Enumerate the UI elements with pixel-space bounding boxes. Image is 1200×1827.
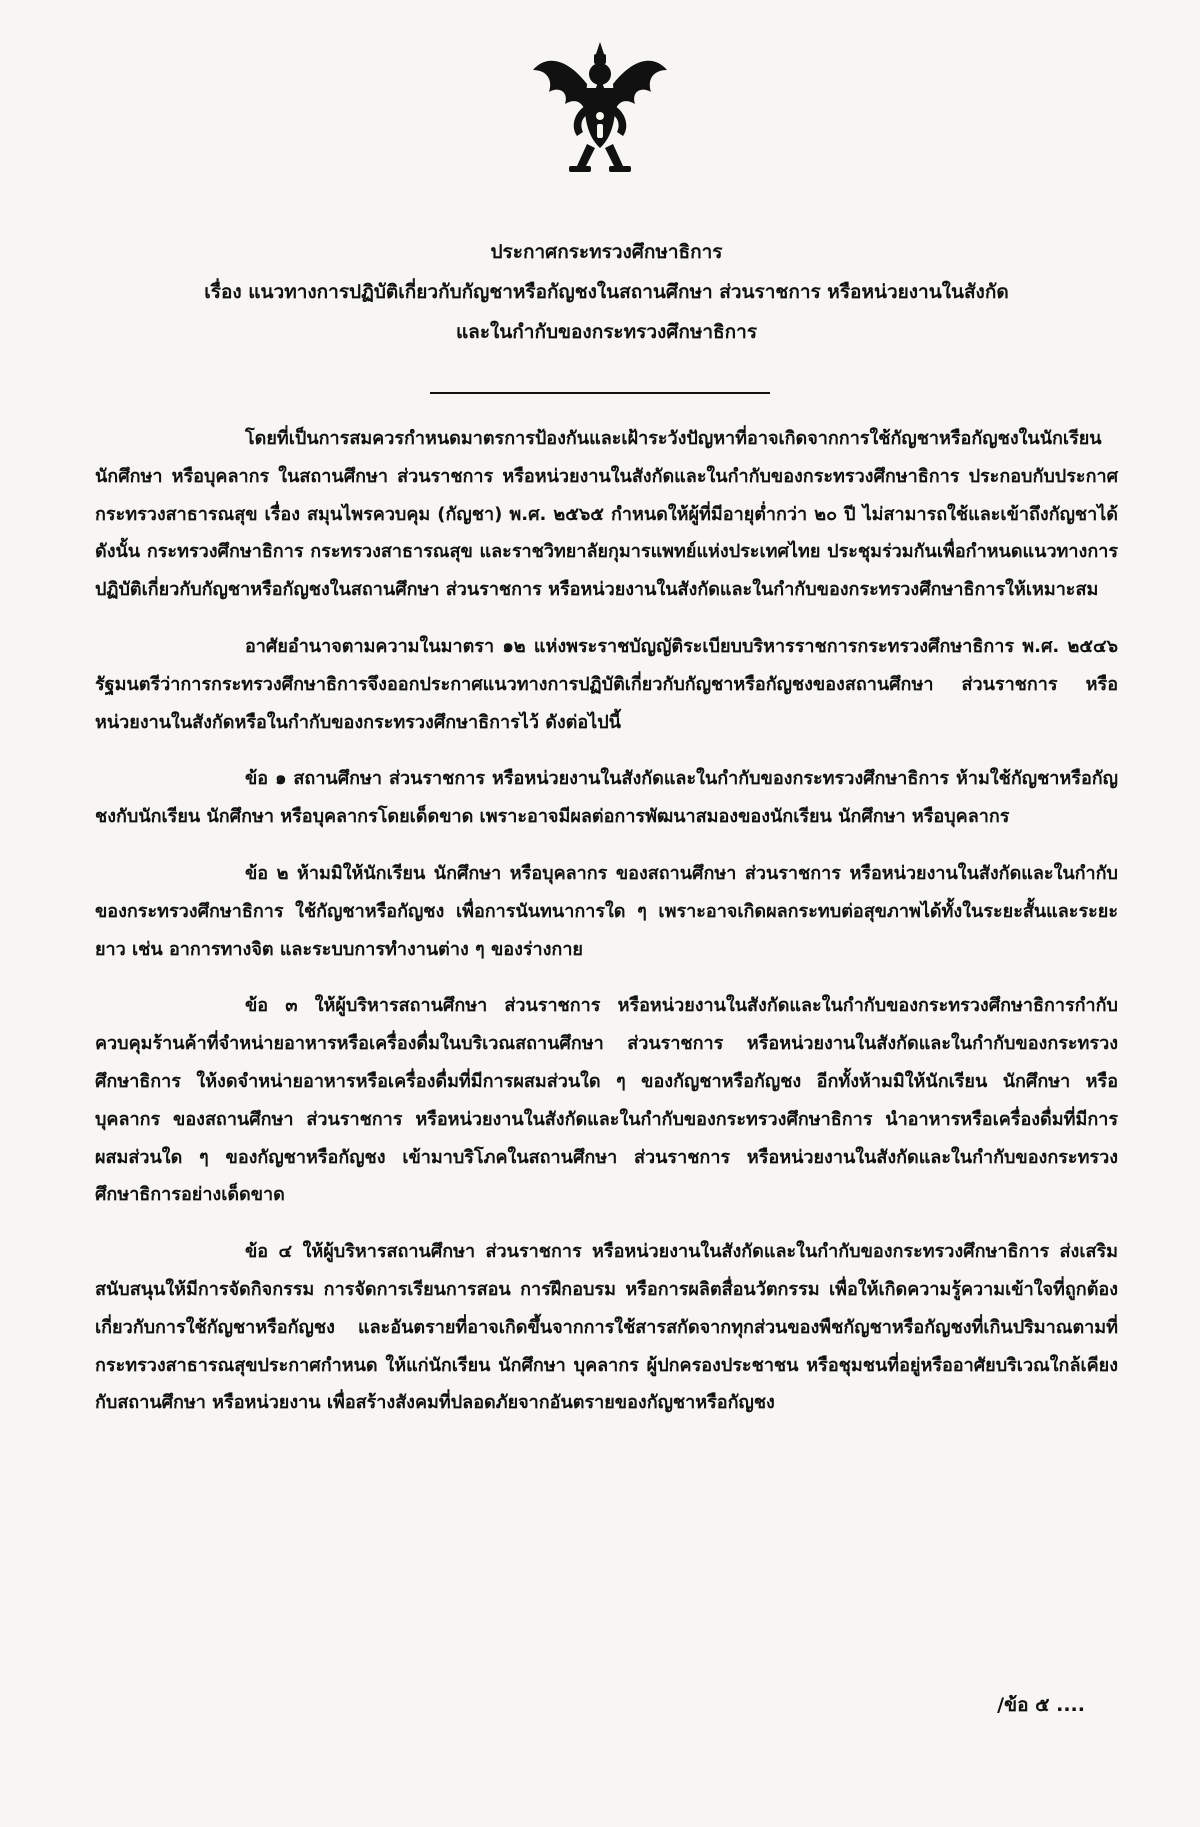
document-heading [95,232,1118,352]
paragraph-clause-3: ข้อ ๓ ให้ผู้บริหารสถานศึกษา ส่วนราชการ หรือหน่วยงานในสังกัดและในกำกับของกระทรวงศึกษาธิการกำกับควบคุมร้านค้าที่จำหน่ายอาหารหรือเครื่องดื่มในบริเวณสถานศึกษา ส่วนราชการ หรือหน่วยงานในสังกัดและในกำกับของกระทรวงศึกษาธิการ ให้งดจำหน่ายอาหารหรือเครื่องดื่มที่มีการผสมส่วนใด ๆ ของกัญชาหรือกัญชง อีกทั้งห้ามมิให้นักเรียน นักศึกษา หรือบุคลากร ของสถานศึกษา ส่วนราชการ หรือหน่วยงานในสังกัดและในกำกับของกระทรวงศึกษาธิการ นำอาหารหรือเครื่องดื่มที่มีการผสมส่วนใด ๆ ของกัญชาหรือกัญชง เข้ามาบริโภคในสถานศึกษา ส่วนราชการ หรือหน่วยงานในสังกัดและในกำกับของกระทรวงศึกษาธิการอย่างเด็ดขาด [95,995,1118,1206]
heading-line-1: ประกาศกระทรวงศึกษาธิการ [490,241,723,263]
paragraph-preamble: โดยที่เป็นการสมควรกำหนดมาตรการป้องกันและเฝ้าระวังปัญหาที่อาจเกิดจากการใช้กัญชาหรือกัญชงในนักเรียน นักศึกษา หรือบุคลากร ในสถานศึกษา ส่วนราชการ หรือหน่วยงานในสังกัดและในกำกับของกระทรวงศึกษาธิการ ประกอบกับประกาศกระทรวงสาธารณสุข เรื่อง สมุนไพรควบคุม (กัญชา) พ.ศ. ๒๕๖๕ กำหนดให้ผู้ที่มีอายุต่ำกว่า ๒๐ ปี ไม่สามารถใช้และเข้าถึงกัญชาได้ ดังนั้น กระทรวงศึกษาธิการ กระทรวงสาธารณสุข และราชวิทยาลัยกุมารแพทย์แห่งประเทศไทย ประชุมร่วมกันเพื่อกำหนดแนวทางการปฏิบัติเกี่ยวกับกัญชาหรือกัญชงในสถานศึกษา ส่วนราชการ หรือหน่วยงานในสังกัดและในกำกับของกระทรวงศึกษาธิการให้เหมาะสม [95,428,1118,601]
document-body [95,420,1118,1441]
paragraph-clause-2: ข้อ ๒ ห้ามมิให้นักเรียน นักศึกษา หรือบุคลากร ของสถานศึกษา ส่วนราชการ หรือหน่วยงานในสังกัดและในกำกับของกระทรวงศึกษาธิการ ใช้กัญชาหรือกัญชง เพื่อการนันทนาการใด ๆ เพราะอาจเกิดผลกระทบต่อสุขภาพได้ทั้งในระยะสั้นและระยะยาว เช่น อาการทางจิต และระบบการทำงานต่าง ๆ ของร่างกาย [95,862,1118,960]
paragraph-clause-1: ข้อ ๑ สถานศึกษา ส่วนราชการ หรือหน่วยงานในสังกัดและในกำกับของกระทรวงศึกษาธิการ ห้ามใช้กัญชาหรือกัญชงกับนักเรียน นักศึกษา หรือบุคลากรโดยเด็ดขาด เพราะอาจมีผลต่อการพัฒนาสมองของนักเรียน นักศึกษา หรือบุคลากร [95,768,1118,828]
paragraph-authority: อาศัยอำนาจตามความในมาตรา ๑๒ แห่งพระราชบัญญัติระเบียบบริหารราชการกระทรวงศึกษาธิการ พ.ศ. ๒๕๔๖ รัฐมนตรีว่าการกระทรวงศึกษาธิการจึงออกประกาศแนวทางการปฏิบัติเกี่ยวกับกัญชาหรือกัญชงของสถานศึกษา ส่วนราชการ หรือหน่วยงานในสังกัดหรือในกำกับของกระทรวงศึกษาธิการไว้ ดังต่อไปนี้ [95,635,1118,733]
heading-line-3: และในกำกับของกระทรวงศึกษาธิการ [455,321,758,343]
garuda-emblem-icon [525,36,675,186]
paragraph-clause-4: ข้อ ๔ ให้ผู้บริหารสถานศึกษา ส่วนราชการ หรือหน่วยงานในสังกัดและในกำกับของกระทรวงศึกษาธิการ ส่งเสริม สนับสนุนให้มีการจัดกิจกรรม การจัดการเรียนการสอน การฝึกอบรม หรือการผลิตสื่อนวัตกรรม เพื่อให้เกิดความรู้ความเข้าใจที่ถูกต้องเกี่ยวกับการใช้กัญชาหรือกัญชง และอันตรายที่อาจเกิดขึ้นจากการใช้สารสกัดจากทุกส่วนของพืชกัญชาหรือกัญชงที่เกินปริมาณตามที่กระทรวงสาธารณสุขประกาศกำหนด ให้แก่นักเรียน นักศึกษา บุคลากร ผู้ปกครองประชาชน หรือชุมชนที่อยู่หรืออาศัยบริเวณใกล้เคียงกับสถานศึกษา หรือหน่วยงาน เพื่อสร้างสังคมที่ปลอดภัยจากอันตรายของกัญชาหรือกัญชง [95,1241,1118,1414]
heading-line-2: เรื่อง แนวทางการปฏิบัติเกี่ยวกับกัญชาหรือกัญชงในสถานศึกษา ส่วนราชการ หรือหน่วยงานในสังกัด [204,281,1009,303]
heading-divider [430,392,770,394]
continuation-marker: /ข้อ ๕ .... [997,1694,1085,1716]
